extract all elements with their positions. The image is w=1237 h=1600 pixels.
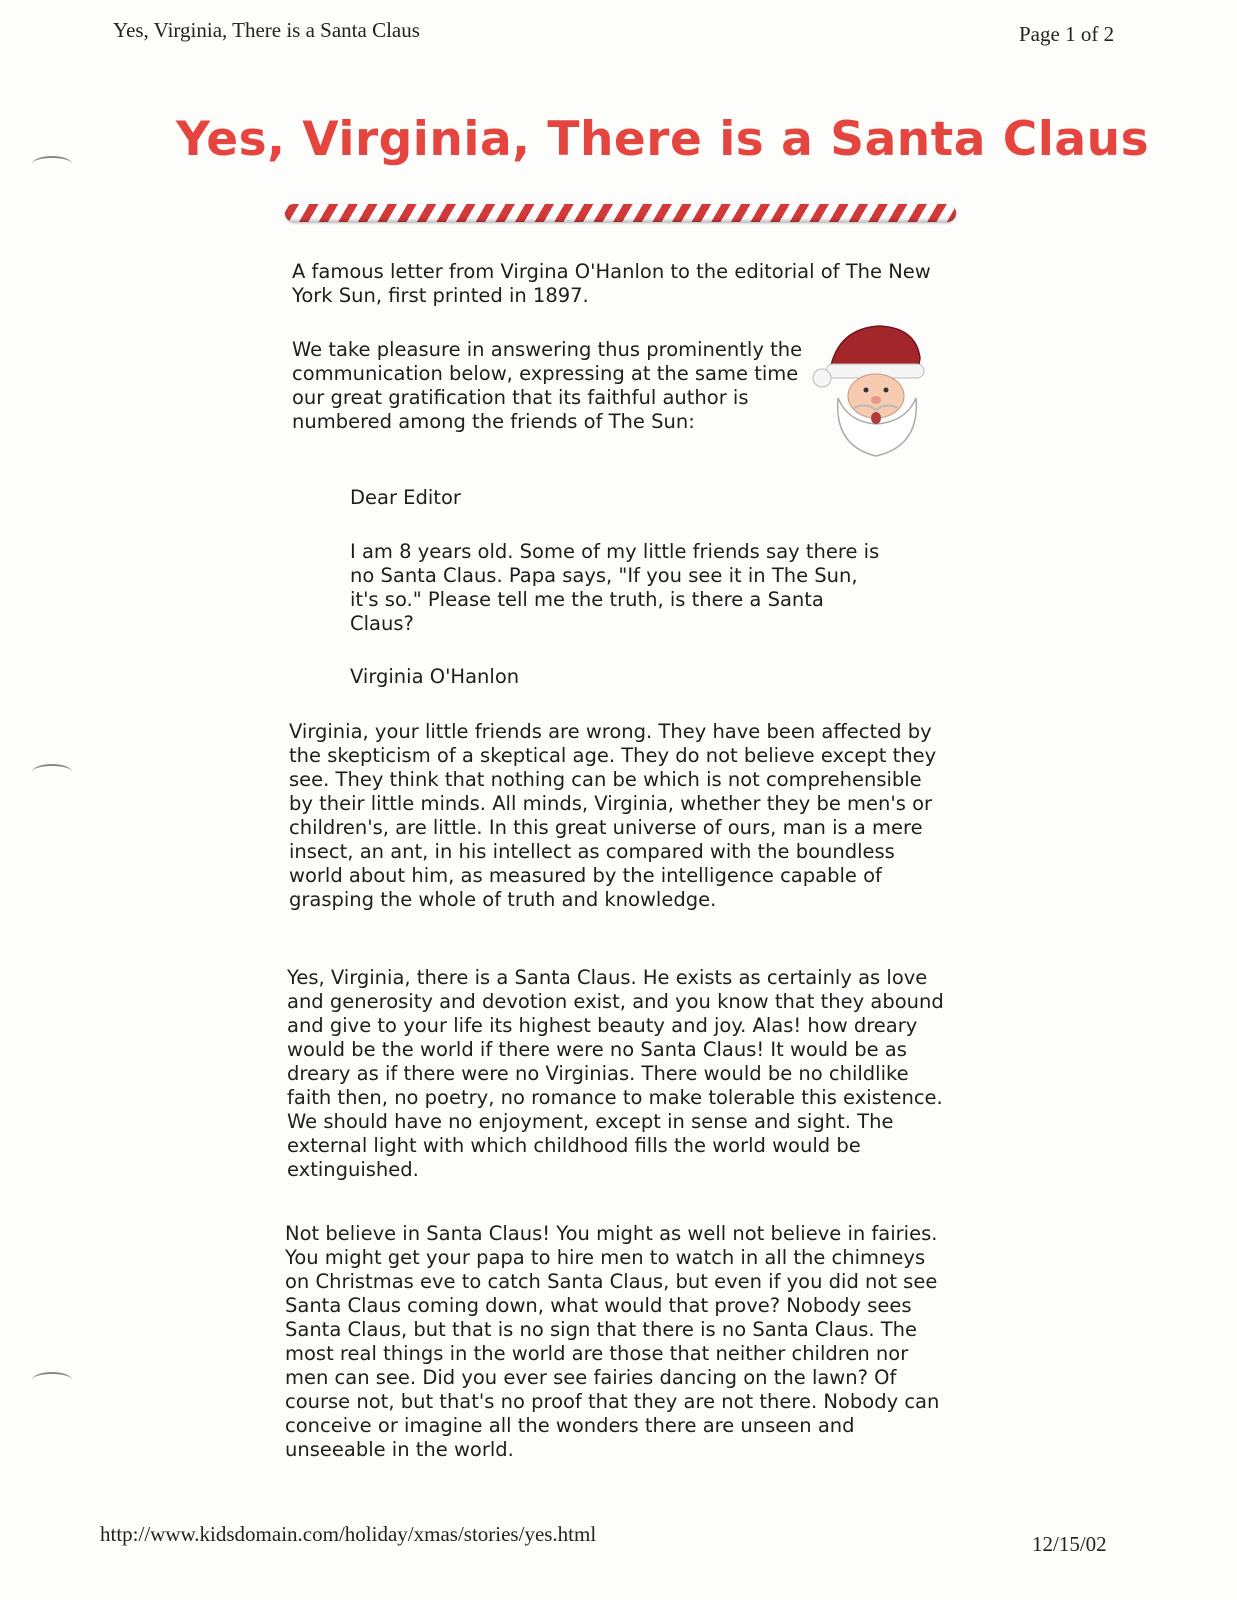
page-title: Yes, Virginia, There is a Santa Claus (176, 112, 1150, 167)
response-paragraph: Not believe in Santa Claus! You might as well not believe in fairies. You might get your papa to hire men to watch in all the chimneys on Christmas eve to catch Santa Claus, but even if you did not see Santa Claus coming down, what would that prove? Nobody sees Santa Claus, but that is no sign that there is no Santa Claus. The most real things in the world are those that neither children nor men can see. Did you ever see fairies dancing on the lawn? Of course not, but that's no proof that they are not there. Nobody can conceive or imagine all the wonders there are unseen and unseeable in the world. (285, 1222, 940, 1461)
letter-signature: Virginia O'Hanlon (350, 665, 520, 688)
print-header-page-number: Page 1 of 2 (1019, 22, 1115, 46)
candy-cane-divider (285, 204, 956, 222)
response-paragraph: Virginia, your little friends are wrong. They have been affected by the skepticism of a skeptical age. They do not believe except they see. They think that nothing can be which is not comprehensible by their little minds. All minds, Virginia, whether they be men's or children's, are little. In this great universe of ours, man is a mere insect, an ant, in his intellect as compared with the boundless world about him, as measured by the intelligence capable of grasping the whole of truth and knowledge. (289, 720, 937, 911)
opening-paragraph: We take pleasure in answering thus prominently the communication below, expressing at the same time our great gratification that its faithful author is numbered among the friends of The Sun: (292, 338, 803, 433)
letter-body: I am 8 years old. Some of my little friends say there is no Santa Claus. Papa says, "If you see it in The Sun, it's so." Please tell me the truth, is there a Santa Claus? (350, 540, 880, 635)
binder-hole-mark (32, 1372, 72, 1388)
binder-hole-mark (32, 764, 72, 780)
print-footer-url: http://www.kidsdomain.com/holiday/xmas/stories/yes.html (100, 1522, 597, 1546)
intro-paragraph: A famous letter from Virgina O'Hanlon to the editorial of The New York Sun, first printed in 1897. (292, 260, 931, 307)
print-footer-date: 12/15/02 (1032, 1532, 1107, 1556)
print-header-title: Yes, Virginia, There is a Santa Claus (113, 18, 420, 42)
santa-face-icon (808, 318, 938, 460)
binder-hole-mark (32, 156, 72, 172)
letter-salutation: Dear Editor (350, 486, 461, 509)
response-paragraph: Yes, Virginia, there is a Santa Claus. He exists as certainly as love and generosity and devotion exist, and you know that they abound and give to your life its highest beauty and joy. Alas! how dreary would be the world if there were no Santa Claus! It would be as dreary as if there were no Virginias. There would be no childlike faith then, no poetry, no romance to make tolerable this existence. We should have no enjoyment, except in sense and sight. The external light with which childhood fills the world would be extinguished. (287, 966, 944, 1181)
